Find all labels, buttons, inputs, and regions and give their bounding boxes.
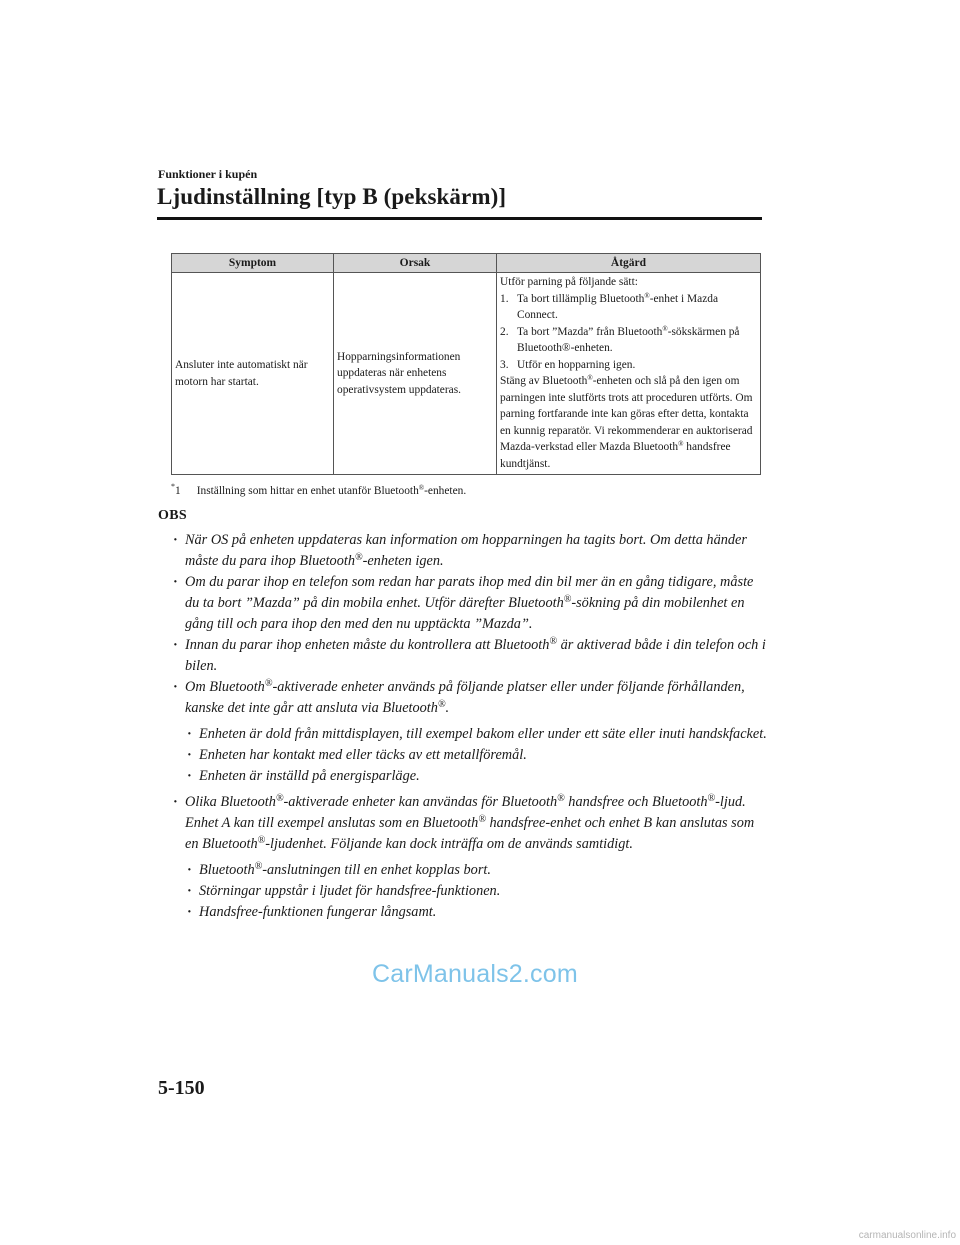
title-divider [157, 217, 762, 220]
step-text: Utför en hopparning igen. [517, 358, 636, 371]
action-outro: Stäng av Bluetooth®-enheten och slå på den igen om parningen inte slutförts trots att proceduren utförts. Om parning fortfarande inte kan göras efter detta, kontakta en kunnig reparatör. Vi rekommenderar en auktoriserad Mazda-verkstad eller Mazda Bluetooth® handsfree kundtjänst. [500, 374, 753, 470]
table-row [172, 273, 761, 475]
list-item: · Innan du parar ihop enheten måste du kontrollera att Bluetooth® är aktiverad både i din telefon och i bilen. [173, 635, 768, 677]
troubleshooting-table [171, 253, 761, 475]
table-header-row [172, 254, 761, 273]
column-header-action: Åtgärd [497, 254, 761, 273]
footnote-number: 1 [175, 485, 181, 497]
list-item: · Bluetooth®-anslutningen till en enhet kopplas bort. [187, 860, 768, 881]
action-step [500, 357, 757, 374]
step-number: 2. [500, 325, 509, 338]
list-item: · Om Bluetooth®-aktiverade enheter används på följande platser eller under följande förhållanden, kanske det inte går att ansluta via Bluetooth®. [173, 677, 768, 719]
column-header-symptom: Symptom [172, 254, 334, 273]
step-text: Ta bort tillämplig Bluetooth®-enhet i Mazda Connect. [517, 291, 719, 321]
list-item: · Om du parar ihop en telefon som redan har parats ihop med din bil mer än en gång tidigare, måste du ta bort ”Mazda” på din mobila enhet. Utför därefter Bluetooth®-sökning på din mobilenhet en gång till och para ihop den med den nu upptäckta ”Mazda”. [173, 572, 768, 635]
list-item: · Olika Bluetooth®-aktiverade enheter kan användas för Bluetooth® handsfree och Bluetooth®-ljud. Enhet A kan till exempel anslutas som en Bluetooth® handsfree-enhet och enhet B kan anslutas som en Bluetooth®-ljudenhet. Följande kan dock inträffa om de används samtidigt. [173, 792, 768, 855]
step-number: 3. [500, 358, 509, 371]
action-step [500, 324, 757, 357]
sub-notes-list [187, 860, 768, 923]
footer-url: carmanualsonline.info [858, 1230, 956, 1241]
list-item: · Enheten är inställd på energisparläge. [187, 766, 768, 787]
cause-cell: Hopparningsinformationen uppdateras när enhetens operativsystem uppdateras. [334, 273, 497, 475]
page-title: Ljudinställning [typ B (pekskärm)] [157, 184, 507, 209]
list-item: · Enheten har kontakt med eller täcks av ett metallföremål. [187, 745, 768, 766]
column-header-cause: Orsak [334, 254, 497, 273]
obs-heading: OBS [158, 508, 187, 523]
action-step [500, 291, 757, 324]
list-item: · Enheten är dold från mittdisplayen, till exempel bakom eller under ett säte eller inuti handskfacket. [187, 724, 768, 745]
section-label: Funktioner i kupén [158, 167, 258, 181]
page-number: 5-150 [158, 1077, 205, 1099]
step-text: Ta bort ”Mazda” från Bluetooth®-sökskärmen på Bluetooth®-enheten. [517, 324, 740, 354]
list-item: · När OS på enheten uppdateras kan information om hopparningen ha tagits bort. Om detta händer måste du para ihop Bluetooth®-enheten igen. [173, 530, 768, 572]
watermark-logo: CarManuals2.com [372, 960, 578, 988]
footnote-mark: * [171, 482, 175, 491]
sub-notes-list [187, 724, 768, 787]
list-item: · Störningar uppstår i ljudet för handsfree-funktionen. [187, 881, 768, 902]
action-intro: Utför parning på följande sätt: [500, 276, 638, 288]
step-number: 1. [500, 292, 509, 305]
footnote: *1 Inställning som hittar en enhet utanför Bluetooth®-enheten. [171, 482, 467, 497]
list-item: · Handsfree-funktionen fungerar långsamt. [187, 902, 768, 923]
notes-list [173, 530, 768, 928]
symptom-cell: Ansluter inte automatiskt när motorn har startat. [172, 273, 334, 475]
action-cell [497, 273, 761, 475]
